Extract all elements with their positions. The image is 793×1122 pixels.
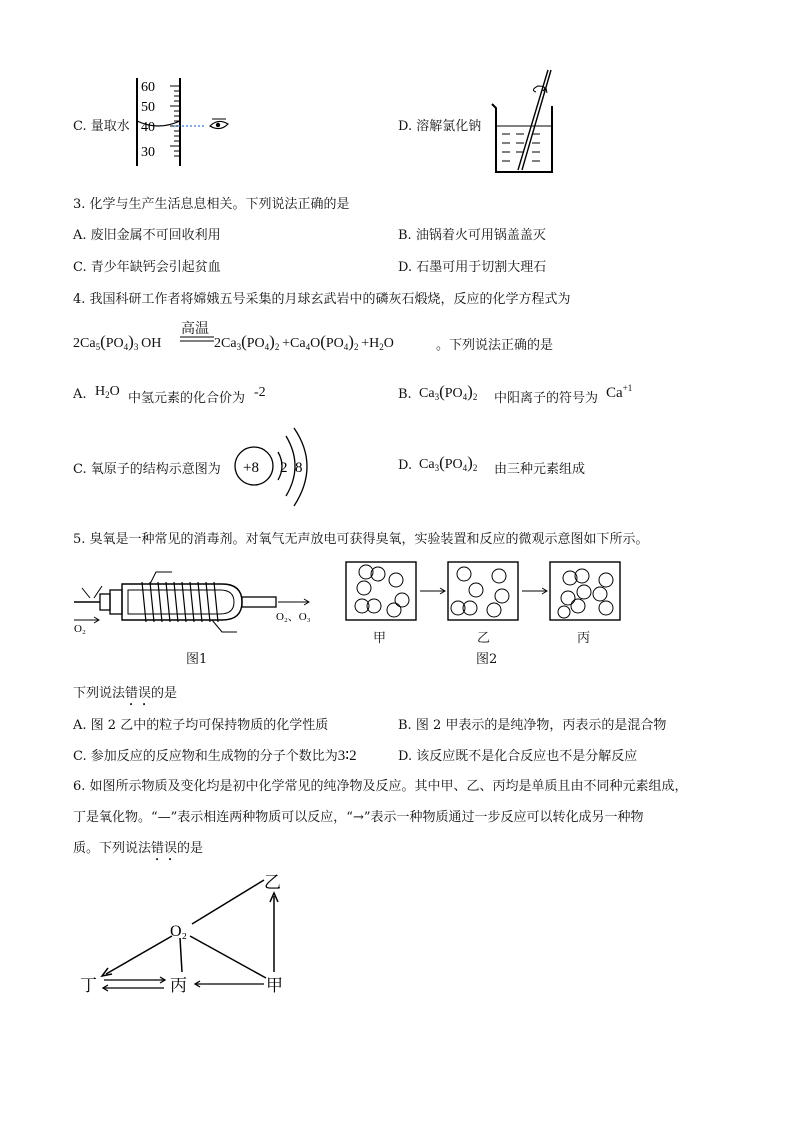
micro-reaction-figure <box>344 560 624 622</box>
q5-question: 下列说法错误的是 <box>73 686 178 701</box>
fig2-caption: 图2 <box>476 652 498 667</box>
fig1-caption: 图1 <box>186 652 208 667</box>
box-jia <box>346 562 416 620</box>
cylinder-tick-40: 40 <box>141 120 155 135</box>
cylinder-tick-30: 30 <box>141 145 155 160</box>
shell-2-electrons: 8 <box>295 460 303 476</box>
q3-option-b: B. 油锅着火可用锅盖盖灭 <box>398 228 546 243</box>
q4-option-d-formula: $Ca_3(PO_4)_2$ <box>419 453 478 473</box>
q4-condition: 高温 <box>181 321 209 337</box>
shell-1-electrons: 2 <box>280 460 288 476</box>
q4-stem-tail: 。下列说法正确的是 <box>436 338 554 353</box>
q4-option-a-prefix: A. <box>73 387 87 402</box>
q3-option-c: C. 青少年缺钙会引起贫血 <box>73 260 221 275</box>
q4-option-b-prefix: B. <box>398 387 412 402</box>
fig2-label-jia: 甲 <box>373 631 387 646</box>
node-bing: 丙 <box>170 976 187 995</box>
q4-option-b-text: 中阳离子的符号为 <box>494 391 599 406</box>
fig1-outlet-label: O₂、O₃ <box>276 611 311 623</box>
fig1-inlet-label: O₂ <box>74 623 86 635</box>
q5-option-c: C. 参加反应的反应物和生成物的分子个数比为3∶2 <box>73 748 357 764</box>
q4-products: $2Ca_3(PO_4)_2 +Ca_4O(PO_4)_2 +H_2O$ <box>214 332 394 352</box>
beaker-stirring-figure <box>488 66 560 176</box>
cylinder-tick-50: 50 <box>141 100 155 115</box>
q4-option-d-text: 由三种元素组成 <box>494 462 586 477</box>
q6-stem-line1: 6. 如图所示物质及变化均是初中化学常见的纯净物及反应。其中甲、乙、丙均是单质且由不同种元素组成， <box>73 779 688 794</box>
q5-option-a: A. 图 2 乙中的粒子均可保持物质的化学性质 <box>73 718 329 733</box>
q3-option-a: A. 废旧金属不可回收利用 <box>73 228 221 243</box>
q4-option-d-prefix: D. <box>398 458 413 473</box>
graduated-cylinder-figure <box>128 74 238 170</box>
q4-option-b-formula: $Ca_3(PO_4)_2$ <box>419 382 478 402</box>
ozone-generator-figure <box>72 568 322 638</box>
node-o2: O₂ <box>170 923 188 940</box>
fig2-label-yi: 乙 <box>477 631 491 646</box>
node-yi: 乙 <box>264 873 281 892</box>
q3-stem: 3. 化学与生产生活息息相关。下列说法正确的是 <box>73 197 350 212</box>
q4-equation: $2Ca_5(PO_4)_3$ OH <box>73 332 162 352</box>
q4-option-a-formula: $H_2O$ <box>95 384 120 400</box>
nucleus-charge: +8 <box>243 460 259 476</box>
q5-option-d: D. 该反应既不是化合反应也不是分解反应 <box>398 749 638 764</box>
q6-stem-emphasis: 错误 <box>151 841 178 856</box>
q3-option-d: D. 石墨可用于切割大理石 <box>398 260 547 275</box>
node-jia: 甲 <box>266 976 283 995</box>
q6-stem-line2: 丁是氧化物。“—”表示相连两种物质可以反应，“→”表示一种物质通过一步反应可以转化成另一种物 <box>73 810 644 825</box>
q5-question-emphasis: 错误 <box>125 686 152 701</box>
q4-option-c-text: C. 氧原子的结构示意图为 <box>73 462 221 477</box>
box-yi <box>448 562 518 620</box>
node-ding: 丁 <box>80 976 97 995</box>
q2-option-c-label: C. 量取水 <box>73 119 130 134</box>
fig2-label-bing: 丙 <box>577 631 591 646</box>
q4-option-a-value: -2 <box>254 385 266 400</box>
q5-option-b: B. 图 2 甲表示的是纯净物，丙表示的是混合物 <box>398 718 667 733</box>
q6-stem-line3: 质。下列说法错误的是 <box>73 841 204 856</box>
eye-icon <box>210 119 228 129</box>
q5-option-c-ratio: 3∶2 <box>337 748 357 764</box>
q6-relationship-diagram <box>76 866 296 1000</box>
q5-stem: 5. 臭氧是一种常见的消毒剂。对氧气无声放电可获得臭氧，实验装置和反应的微观示意图如下所示。 <box>73 532 649 547</box>
q2-option-d-label: D. 溶解氯化钠 <box>398 119 482 134</box>
cylinder-tick-60: 60 <box>141 80 155 95</box>
equals-sign <box>180 335 214 343</box>
q4-option-b-ion: $Ca^{+1}$ <box>606 383 633 401</box>
box-bing <box>550 562 620 620</box>
q4-stem: 4. 我国科研工作者将嫦娥五号采集的月球玄武岩中的磷灰石煅烧，反应的化学方程式为 <box>73 292 571 307</box>
q4-option-a-text: 中氢元素的化合价为 <box>128 391 246 406</box>
oxygen-atom-diagram <box>228 420 318 512</box>
